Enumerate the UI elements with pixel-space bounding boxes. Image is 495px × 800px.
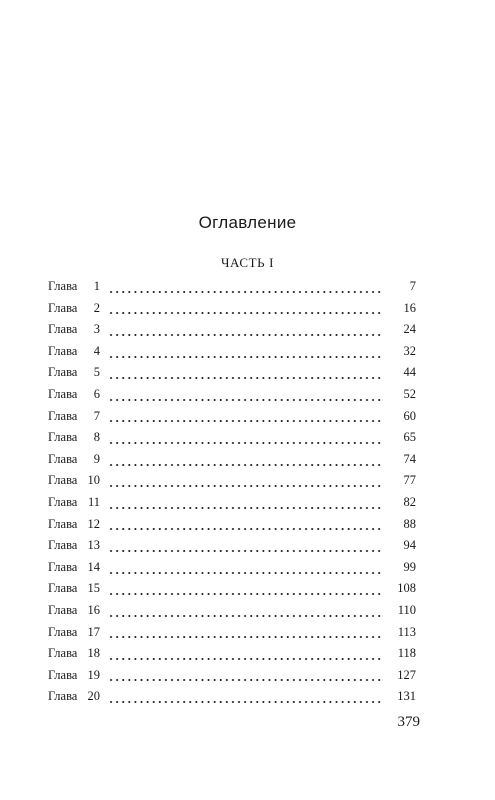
toc-entry	[48, 298, 416, 320]
chapter-page: 94	[403, 538, 416, 553]
toc-entry	[48, 406, 416, 428]
dot-leader	[108, 369, 384, 381]
dot-leader	[108, 283, 384, 295]
dot-leader	[108, 607, 384, 619]
toc-entry	[48, 643, 416, 665]
chapter-page: 7	[409, 279, 416, 293]
chapter-label: Глава	[48, 538, 78, 553]
dot-leader	[108, 585, 384, 597]
dot-leader	[108, 412, 384, 424]
chapter-number: 20	[87, 689, 100, 704]
chapter-page: 65	[403, 430, 416, 445]
chapter-label: Глава	[48, 602, 78, 617]
chapter-label: Глава	[48, 624, 78, 639]
chapter-page: 52	[403, 386, 416, 401]
dot-leader	[108, 477, 384, 489]
chapter-number: 2	[93, 300, 100, 315]
chapter-label: Глава	[48, 343, 78, 358]
chapter-label: Глава	[48, 451, 78, 466]
dot-leader	[108, 434, 384, 446]
toc-entry	[48, 686, 416, 708]
chapter-page: 99	[403, 559, 416, 574]
chapter-number: 15	[87, 581, 100, 596]
chapter-number: 9	[93, 451, 100, 466]
dot-leader	[108, 542, 384, 554]
chapter-label: Глава	[48, 322, 78, 337]
part-title: ЧАСТЬ I	[220, 255, 275, 270]
toc-entry	[48, 557, 416, 579]
chapter-label: Глава	[48, 689, 78, 704]
chapter-number: 1	[93, 279, 100, 293]
chapter-label: Глава	[48, 646, 78, 661]
dot-leader	[108, 304, 384, 316]
toc-entry	[48, 276, 416, 298]
chapter-label: Глава	[48, 473, 78, 488]
dot-leader	[108, 391, 384, 403]
chapter-label: Глава	[48, 365, 78, 380]
chapter-label: Глава	[48, 408, 78, 423]
chapter-number: 17	[87, 624, 100, 639]
chapter-page: 82	[403, 494, 416, 509]
chapter-page: 131	[397, 689, 416, 704]
chapter-label: Глава	[48, 386, 78, 401]
chapter-number: 12	[87, 516, 100, 531]
chapter-page: 127	[397, 667, 416, 682]
chapter-number: 19	[87, 667, 100, 682]
dot-leader	[108, 499, 384, 511]
chapter-number: 5	[93, 365, 100, 380]
toc-title: Оглавление	[198, 213, 297, 232]
chapter-page: 108	[397, 581, 416, 596]
chapter-label: Глава	[48, 516, 78, 531]
chapter-page: 32	[403, 343, 416, 358]
chapter-page: 118	[397, 646, 416, 661]
chapter-page: 74	[403, 451, 416, 466]
chapter-number: 4	[93, 343, 100, 358]
toc-entry	[48, 514, 416, 536]
chapter-page: 88	[403, 516, 416, 531]
toc-entry	[48, 362, 416, 384]
chapter-label: Глава	[48, 494, 78, 509]
chapter-page: 44	[403, 365, 416, 380]
toc-entry	[48, 578, 416, 600]
toc-entry	[48, 665, 416, 687]
dot-leader	[108, 348, 384, 360]
toc-entry	[48, 449, 416, 471]
chapter-label: Глава	[48, 559, 78, 574]
chapter-page: 110	[397, 602, 416, 617]
chapter-page: 60	[403, 408, 416, 423]
chapter-number: 6	[93, 386, 100, 401]
toc-entry	[48, 622, 416, 644]
chapter-page: 24	[403, 322, 416, 337]
dot-leader	[108, 628, 384, 640]
chapter-number: 11	[87, 494, 100, 509]
chapter-number: 14	[87, 559, 100, 574]
dot-leader	[108, 693, 384, 705]
chapter-label: Глава	[48, 430, 78, 445]
toc-entry	[48, 319, 416, 341]
chapter-label: Глава	[48, 581, 78, 596]
toc-entry	[48, 427, 416, 449]
dot-leader	[108, 456, 384, 468]
page-number: 379	[397, 714, 420, 730]
dot-leader	[108, 326, 384, 338]
chapter-number: 10	[87, 473, 100, 488]
toc-entry	[48, 470, 416, 492]
chapter-number: 16	[87, 602, 100, 617]
chapter-page: 77	[403, 473, 416, 488]
dot-leader	[108, 650, 384, 662]
toc-entry	[48, 341, 416, 363]
dot-leader	[108, 520, 384, 532]
chapter-number: 18	[87, 646, 100, 661]
chapter-label: Глава	[48, 300, 78, 315]
chapter-number: 3	[93, 322, 100, 337]
chapter-number: 7	[93, 408, 100, 423]
dot-leader	[108, 564, 384, 576]
toc-entry	[48, 384, 416, 406]
chapter-label: Глава	[48, 279, 78, 293]
toc-entry	[48, 600, 416, 622]
toc-list	[48, 276, 416, 708]
dot-leader	[108, 671, 384, 683]
toc-entry	[48, 535, 416, 557]
chapter-page: 16	[403, 300, 416, 315]
chapter-page: 113	[397, 624, 416, 639]
chapter-number: 13	[87, 538, 100, 553]
chapter-number: 8	[93, 430, 100, 445]
toc-entry	[48, 492, 416, 514]
chapter-label: Глава	[48, 667, 78, 682]
